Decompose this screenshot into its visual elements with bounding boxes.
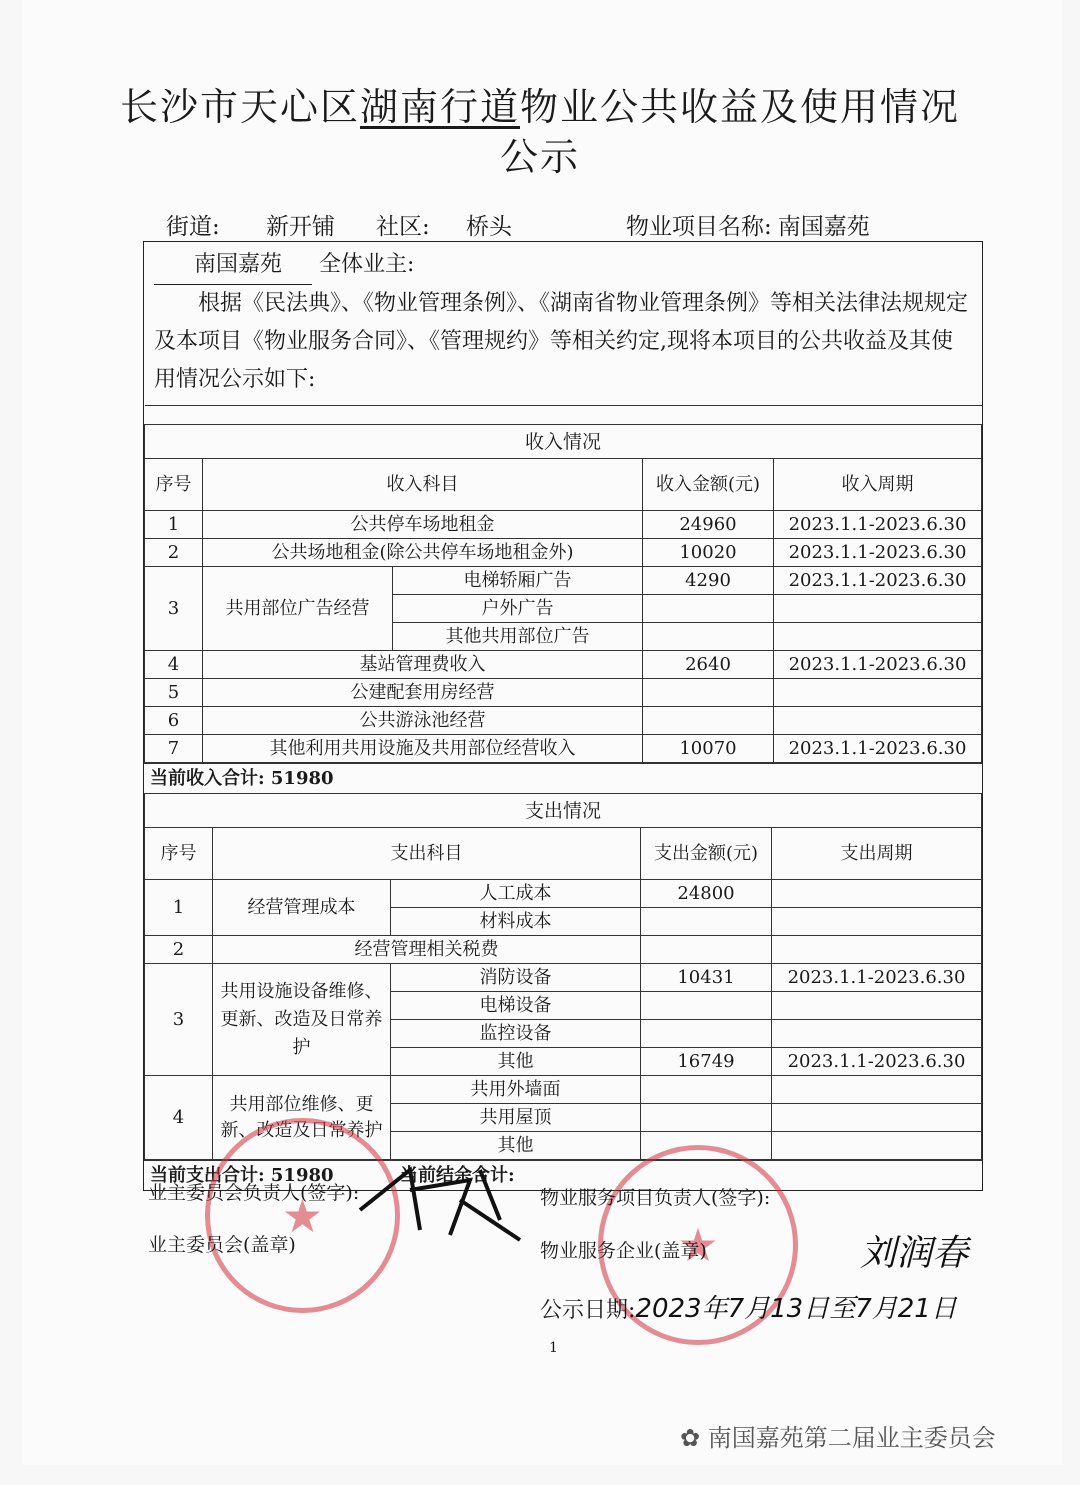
table-row: 其他 16749 2023.1.1-2023.6.30 bbox=[145, 1048, 982, 1076]
table-row: 2 经营管理相关税费 bbox=[145, 936, 982, 964]
expense-header-amount: 支出金额(元) bbox=[641, 828, 772, 880]
income-total: 当前收入合计: 51980 bbox=[144, 763, 982, 793]
stamp-star-icon: ★ bbox=[281, 1188, 324, 1243]
project-leader-label: 物业服务项目负责人(签字): bbox=[540, 1187, 771, 1209]
table-row: 户外广告 bbox=[145, 595, 982, 623]
table-row: 3 共用部位广告经营 电梯轿厢广告 4290 2023.1.1-2023.6.30 bbox=[145, 567, 982, 595]
table-row: 4 基站管理费收入 2640 2023.1.1-2023.6.30 bbox=[145, 651, 982, 679]
company-seal-label: 物业服务企业(盖章) bbox=[540, 1240, 707, 1262]
table-row: 1 公共停车场地租金 24960 2023.1.1-2023.6.30 bbox=[145, 511, 982, 539]
expense-table bbox=[144, 793, 982, 1160]
table-row: 5 公建配套用房经营 bbox=[145, 679, 982, 707]
publish-date: 公示日期:2023年7月13日至7月21日 bbox=[540, 1294, 957, 1324]
report-box bbox=[143, 241, 983, 1191]
wechat-icon: ✿ bbox=[680, 1424, 708, 1452]
expense-header-period: 支出周期 bbox=[772, 828, 982, 880]
table-row: 材料成本 bbox=[145, 908, 982, 936]
committee-leader-label: 业主委员会负责人(签字): bbox=[148, 1182, 360, 1204]
expense-header-no: 序号 bbox=[145, 828, 213, 880]
table-row: 6 公共游泳池经营 bbox=[145, 707, 982, 735]
table-row: 2 公共场地租金(除公共停车场地租金外) 10020 2023.1.1-2023.6.30 bbox=[145, 539, 982, 567]
table-row: 监控设备 bbox=[145, 1020, 982, 1048]
table-row: 其他共用部位广告 bbox=[145, 623, 982, 651]
income-header-item: 收入科目 bbox=[203, 459, 643, 511]
table-row: 共用屋顶 bbox=[145, 1104, 982, 1132]
document-title: 长沙市天心区湖南行道物业公共收益及使用情况 公示 bbox=[119, 85, 961, 179]
table-row: 其他 bbox=[145, 1132, 982, 1160]
expense-header-item: 支出科目 bbox=[213, 828, 641, 880]
table-row: 7 其他利用共用设施及共用部位经营收入 10070 2023.1.1-2023.6.30 bbox=[145, 735, 982, 763]
table-row: 1 经营管理成本 人工成本 24800 bbox=[145, 880, 982, 908]
income-header-no: 序号 bbox=[145, 459, 203, 511]
income-section-title: 收入情况 bbox=[145, 425, 982, 459]
expense-total: 当前支出合计: 51980 bbox=[150, 1165, 334, 1186]
income-header-period: 收入周期 bbox=[774, 459, 982, 511]
stamp-star-icon: ★ bbox=[677, 1218, 719, 1272]
income-table bbox=[144, 405, 982, 763]
page-number: 1 bbox=[549, 1340, 558, 1356]
committee-seal-label: 业主委员会(盖章) bbox=[148, 1234, 296, 1256]
expense-section-title: 支出情况 bbox=[145, 794, 982, 828]
table-row: 3 共用设施设备维修、更新、改造及日常养护 消防设备 10431 2023.1.1-2023.6.30 bbox=[145, 964, 982, 992]
notice-text: 南国嘉苑 全体业主: 根据《民法典》、《物业管理条例》、《湖南省物业管理条例》等相关法律法规规定及本项目《物业服务合同》、《管理规约》等相关约定,现将本项目的公共收益及其使用情况公示如下: bbox=[144, 242, 982, 405]
table-row: 4 共用部位维修、更新、改造及日常养护 共用外墙面 bbox=[145, 1076, 982, 1104]
balance-total: 当前结余合计: bbox=[400, 1165, 515, 1186]
wechat-watermark: ✿ 南国嘉苑第二届业主委员会 bbox=[680, 1424, 996, 1452]
meta-row: 街道: 新开铺 社区: 桥头 物业项目名称: 南国嘉苑 bbox=[166, 214, 870, 240]
income-header-amount: 收入金额(元) bbox=[643, 459, 774, 511]
table-row: 电梯设备 bbox=[145, 992, 982, 1020]
committee-signature bbox=[350, 1150, 530, 1250]
project-leader-signature: 刘润春 bbox=[860, 1233, 969, 1274]
